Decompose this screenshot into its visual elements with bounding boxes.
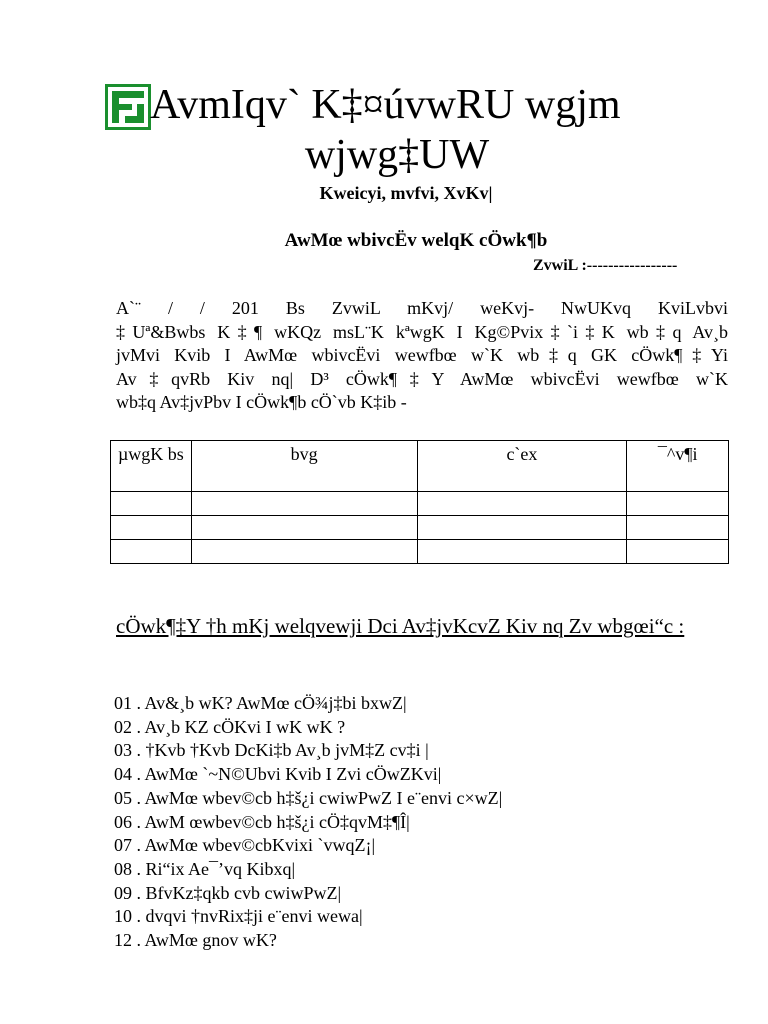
paragraph-line: A`¨ / / 201 Bs ZvwiL mKvj/ weKvj- NwUKvq KviLvbvi (116, 298, 728, 318)
table-cell[interactable] (417, 516, 627, 540)
table-cell[interactable] (111, 492, 192, 516)
table-cell[interactable] (417, 540, 627, 564)
list-item: 10 . dvqvi †nvRix‡ji e¨envi wewa| (114, 906, 363, 927)
paragraph-line: wb‡q Av‡jvPbv I cÖwk¶b cÖ`vb K‡ib - (116, 392, 407, 413)
paragraph-line: jvMvi Kvib I AwMœ wbivcËvi wewfbœ w`K wb‡q GK cÖwk¶‡Yi (116, 345, 728, 366)
table-cell[interactable] (191, 540, 417, 564)
table-cell[interactable] (111, 516, 192, 540)
list-item: 09 . BfvKz‡qkb cvb cwiwPwZ| (114, 882, 342, 903)
form-heading: AwMœ wbivcËv welqK cÖwk¶b (284, 230, 548, 251)
header-serial: µwgK bs (111, 441, 192, 492)
table-cell[interactable] (627, 540, 729, 564)
topics-title: cÖwk¶‡Y †h mKj welqvewji Dci Av‡jvKcvZ Kiv nq Zv wbgœi“c : (116, 614, 685, 638)
table-cell[interactable] (417, 492, 627, 516)
company-address: Kweicyi, mvfvi, XvKv| (319, 183, 493, 203)
company-name-line1: AvmIqv` K‡¤úvwRU wgjm (150, 82, 621, 128)
table-row (111, 540, 729, 564)
intro-paragraph (116, 297, 728, 415)
attendance-table (110, 440, 729, 564)
company-logo-icon (105, 84, 151, 130)
header-designation: c`ex (417, 441, 627, 492)
company-name-line2: wjwg‡UW (304, 132, 490, 178)
table-row (111, 516, 729, 540)
list-item: 08 . Ri“ix Ae¯’vq Kibxq| (114, 858, 296, 879)
paragraph-line: Av‡qvRb Kiv nq| D³ cÖwk¶‡Y AwMœ wbivcËvi wewfbœ w`K (116, 368, 728, 389)
table-header-row (111, 441, 729, 492)
table-cell[interactable] (191, 516, 417, 540)
table-cell[interactable] (627, 492, 729, 516)
list-item: 01 . Av&¸b wK? AwMœ cÖ¾j‡bi bxwZ| (114, 693, 407, 713)
list-item: 12 . AwMœ gnov wK? (114, 930, 277, 951)
date-field: ZvwiL :----------------- (533, 257, 678, 274)
list-item: 06 . AwM œwbev©cb h‡š¿i cÖ‡qvM‡¶Î| (114, 811, 410, 832)
paragraph-line: ‡Uª&Bwbs K‡¶ wKQz msL¨K kªwgK I Kg©Pvix‡`i‡K wb‡q Av¸b (116, 321, 728, 342)
table-cell[interactable] (111, 540, 192, 564)
list-item: 04 . AwMœ `~N©Ubvi Kvib I Zvi cÖwZKvi| (114, 764, 442, 785)
list-item: 02 . Av¸b KZ cÖKvi I wK wK ? (114, 716, 346, 737)
list-item: 03 . †Kvb †Kvb DcKi‡b Av¸b jvM‡Z cv‡i | (114, 740, 429, 761)
header-signature: ¯^v¶i (627, 441, 729, 492)
table-row (111, 492, 729, 516)
table-cell[interactable] (191, 492, 417, 516)
header-name: bvg (191, 441, 417, 492)
topics-list (114, 692, 502, 953)
list-item: 05 . AwMœ wbev©cb h‡š¿i cwiwPwZ I e¨envi c×wZ| (114, 787, 503, 808)
table-cell[interactable] (627, 516, 729, 540)
list-item: 07 . AwMœ wbev©cbKvixi `vwqZ¡| (114, 835, 376, 856)
